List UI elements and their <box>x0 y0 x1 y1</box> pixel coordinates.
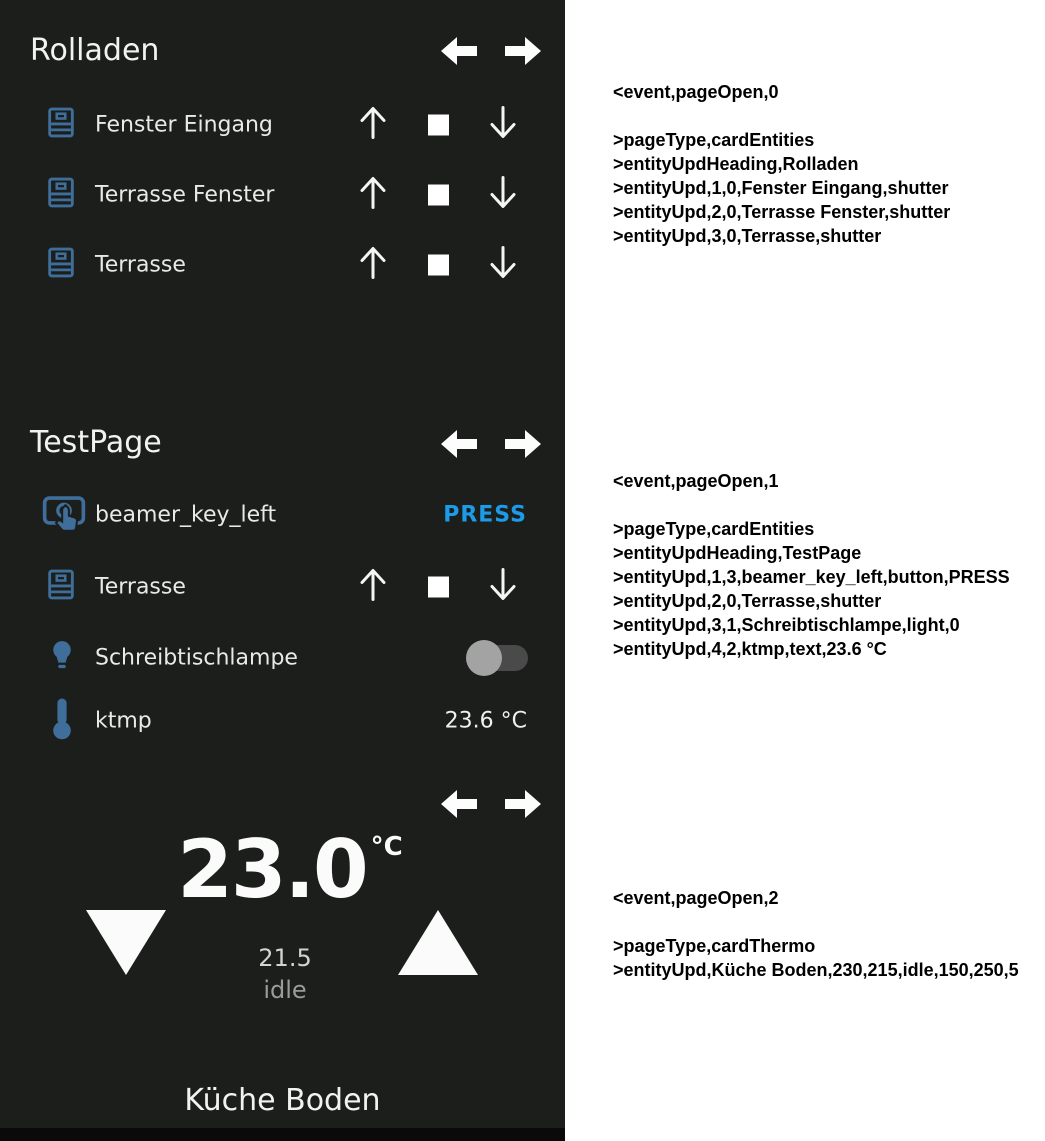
arrow-right-icon <box>503 56 543 73</box>
entity-row-terrasse-fenster <box>0 173 565 217</box>
log-line <box>613 104 950 128</box>
window-shutter-icon <box>44 245 78 286</box>
window-shutter-icon <box>44 105 78 146</box>
shutter-stop-button[interactable] <box>428 577 449 598</box>
log-line: <event,pageOpen,0 <box>613 82 779 102</box>
log-line: <event,pageOpen,1 <box>613 471 779 491</box>
arrow-up-icon <box>356 128 390 145</box>
entity-label: Fenster Eingang <box>95 112 273 138</box>
entity-row-fenster-eingang <box>0 103 565 147</box>
entity-row-schreibtischlampe <box>0 636 565 680</box>
arrow-up-icon <box>356 590 390 607</box>
shutter-down-button[interactable] <box>486 245 520 286</box>
arrow-down-icon <box>486 128 520 145</box>
temperature-decrease-button[interactable] <box>84 908 168 982</box>
entity-row-terrasse <box>0 243 565 287</box>
thermometer-icon <box>51 697 73 746</box>
shutter-down-button[interactable] <box>486 567 520 608</box>
entity-label: Terrasse <box>95 574 186 600</box>
card3-prev-page-button[interactable] <box>439 786 479 822</box>
log-line: >pageType,cardEntities <box>613 130 815 150</box>
current-temperature-value: 23.0 <box>177 823 367 916</box>
temperature-value: 23.6 °C <box>444 708 527 734</box>
shutter-stop-button[interactable] <box>428 255 449 276</box>
arrow-up-icon <box>356 198 390 215</box>
shutter-stop-button[interactable] <box>428 115 449 136</box>
log-line: >entityUpd,Küche Boden,230,215,idle,150,250,5 <box>613 960 1019 980</box>
shutter-stop-button[interactable] <box>428 185 449 206</box>
entity-label: ktmp <box>95 708 152 734</box>
card1-prev-page-button[interactable] <box>439 33 479 69</box>
log-line: >entityUpd,1,3,beamer_key_left,button,PRESS <box>613 567 1010 587</box>
shutter-up-button[interactable] <box>356 567 390 608</box>
temperature-unit: °C <box>370 832 403 862</box>
arrow-down-icon <box>486 268 520 285</box>
arrow-right-icon <box>503 809 543 826</box>
arrow-left-icon <box>439 809 479 826</box>
log-line: >entityUpd,3,0,Terrasse,shutter <box>613 226 882 246</box>
card3-next-page-button[interactable] <box>503 786 543 822</box>
card2-next-page-button[interactable] <box>503 426 543 462</box>
current-temperature <box>145 823 435 916</box>
log-line: >entityUpd,4,2,ktmp,text,23.6 °C <box>613 639 887 659</box>
arrow-up-icon <box>356 268 390 285</box>
arrow-down-icon <box>486 198 520 215</box>
press-button[interactable]: PRESS <box>443 502 527 528</box>
arrow-left-icon <box>439 449 479 466</box>
log-line: >entityUpdHeading,TestPage <box>613 543 862 563</box>
window-shutter-icon <box>44 175 78 216</box>
entity-row-ktmp <box>0 699 565 743</box>
log-line: >entityUpd,2,0,Terrasse Fenster,shutter <box>613 202 951 222</box>
entity-row-terrasse-2 <box>0 565 565 609</box>
toggle-knob <box>466 640 502 676</box>
entity-label: beamer_key_left <box>95 502 277 528</box>
entity-row-beamer-key-left <box>0 493 565 537</box>
arrow-left-icon <box>439 56 479 73</box>
log-line: >pageType,cardEntities <box>613 519 815 539</box>
window-shutter-icon <box>44 567 78 608</box>
shutter-up-button[interactable] <box>356 175 390 216</box>
shutter-up-button[interactable] <box>356 105 390 146</box>
log-line: >entityUpdHeading,Rolladen <box>613 154 859 174</box>
panel-bottom-bar <box>0 1128 565 1141</box>
shutter-up-button[interactable] <box>356 245 390 286</box>
log-line: >entityUpd,1,0,Fenster Eingang,shutter <box>613 178 949 198</box>
thermostat-title: Küche Boden <box>184 1083 381 1118</box>
shutter-down-button[interactable] <box>486 105 520 146</box>
entity-label: Schreibtischlampe <box>95 645 298 671</box>
arrow-down-icon <box>486 590 520 607</box>
triangle-down-icon <box>84 964 168 981</box>
card1-next-page-button[interactable] <box>503 33 543 69</box>
log-line: >pageType,cardThermo <box>613 936 816 956</box>
log-line: <event,pageOpen,2 <box>613 888 779 908</box>
entity-label: Terrasse <box>95 252 186 278</box>
card2-heading: TestPage <box>30 425 162 460</box>
entity-label: Terrasse Fenster <box>95 182 275 208</box>
card2-prev-page-button[interactable] <box>439 426 479 462</box>
target-temperature: 21.5 <box>258 944 312 972</box>
light-toggle-switch[interactable] <box>469 645 528 671</box>
log-block-page0 <box>613 80 950 248</box>
log-line <box>613 910 1019 934</box>
log-block-page2 <box>613 886 1019 982</box>
card1-heading: Rolladen <box>30 33 160 68</box>
gesture-tap-button-icon <box>42 492 86 539</box>
thermostat-state: idle <box>263 976 307 1004</box>
log-line: >entityUpd,2,0,Terrasse,shutter <box>613 591 882 611</box>
lightbulb-icon <box>47 639 77 678</box>
shutter-down-button[interactable] <box>486 175 520 216</box>
log-block-page1 <box>613 469 1010 661</box>
log-line: >entityUpd,3,1,Schreibtischlampe,light,0 <box>613 615 960 635</box>
arrow-right-icon <box>503 449 543 466</box>
log-line <box>613 493 1010 517</box>
